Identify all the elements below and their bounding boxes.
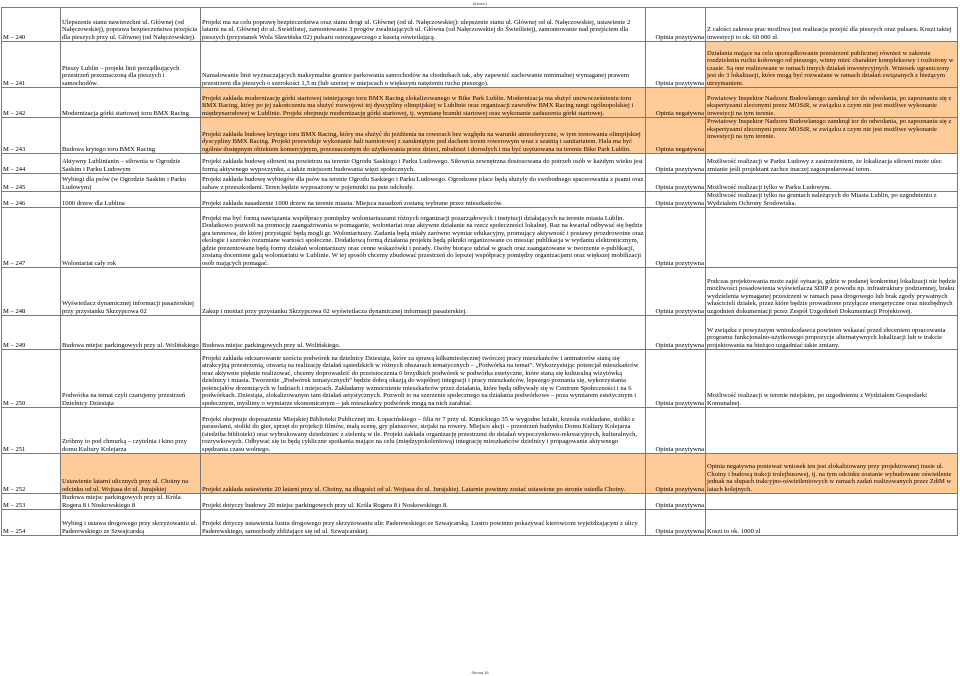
project-name: Budowa miejsc parkingowych przy ul. Wolińskiego <box>61 316 201 350</box>
table-row <box>2 154 958 174</box>
opinion-cell: Opinia pozytywna <box>646 350 706 408</box>
row-id: M – 253 <box>2 494 61 510</box>
table-row <box>2 350 958 408</box>
project-description: Projekt obejmuje doposażenie Miejskiej Biblioteki Publicznej im. Łopacińskiego – filia nr 7 przy ul. Kunickiego 35 w wygodne leżaki, krzesła rozkładane, stoliki z parasolami, stoliki do gier, sprzęt do projekcji filmów, małą scenę, gry planszowe, stojaki na rowery. Miejsce akcji – przestrzeń budynku Domu Kultury Kolejarza (siedziba biblioteki) oraz wybrukowany dziedziniec z zielenią w tle. Projekt zakłada organizację przestrzeni do działań wypoczynkowo-rekreacyjnych, kulturalnych, rozrywkowych. Odbywać się tu będą cykliczne spotkania mające na celu (międzypokoleniową) integrację mieszkańców dzielnicy i propagowanie aktywnego spędzania czasu wolnego. <box>201 408 646 454</box>
project-name: Wolontariat cały rok <box>61 208 201 268</box>
table-row <box>2 454 958 494</box>
opinion-cell: Opinia pozytywna <box>646 192 706 208</box>
opinion-cell: Opinia negatywna <box>646 118 706 154</box>
remark-cell: Powiatowy Inspektor Nadzoru Budowlanego zamknął tor do odwołania, po zapoznaniu się z ekspertyzami zleconymi przez MOSiR, w związku z czym nie jest możliwe wykonanie inwestycji na tym terenie. <box>706 88 958 118</box>
remark-cell: Możliwość realizacji tylko w Parku Ludowym. <box>706 174 958 192</box>
sheet-label: Arkusz1 <box>472 1 488 6</box>
project-name: Zróbmy to pod chmurką – czytelnia i kino przy domu Kultury Kolejarza <box>61 408 201 454</box>
project-description: Projekt zakłada budowę siłowni na powietrzu na terenie Ogrodu Saskiego i Parku Ludowego. Siłownia zewnętrzna dostosowana do potrzeb osób w każdym wieku jest formą aktywnego wypoczynku, a także miejscem budowania więzi społecznych. <box>201 154 646 174</box>
opinion-cell: Opinia pozytywna <box>646 408 706 454</box>
opinion-cell: Opinia pozytywna <box>646 316 706 350</box>
remark-cell: Możliwość realizacji w Parku Ludowy z zastrzeżeniem, że lokalizacja siłowni może ulec zmianie jeśli projektant zachce inaczej zagospodarować teren. <box>706 154 958 174</box>
project-name: Aktywny Lublinianin – siłownia w Ogrodzie Saskim i Parku Ludowym <box>61 154 201 174</box>
project-name: Ustawienie latarni ulicznych przy ul. Choiny na odcinku od ul. Wojtasa do ul. Jurajskiej <box>61 454 201 494</box>
project-description: Budowa miejsc parkingowych przy ul. Wolińskiego. <box>201 316 646 350</box>
remark-cell: Opinia negatywna ponieważ wniosek ten jest zlokalizowany przy projektowanej trasie ul. Choiny i budową trakcji trolejbusowej, tj. na tym odcinku zostanie wybudowane oświetlenie jednak na słupach trakcyjno-oświetleniowych w ramach zadań realizowanych przez ZdiM w latach kolejnych. <box>706 454 958 494</box>
project-description: Namalowanie linii wyznaczających maksymalne granice parkowania samochodów na chodnikach tak, aby zapewnić zachowanie minimalnej wymaganej prawem przestrzeni dla pieszych o szerokości 1,5 m (lub szerzej w miejscach o większym natężeniu ruchu pieszego). <box>201 42 646 88</box>
project-name: Budowa krytego toru BMX Racing <box>61 118 201 154</box>
remark-cell: Koszt to ok. 1000 zł <box>706 510 958 536</box>
project-description: Projekt zakłada odczarowanie sześciu podwórek na dzielnicy Dziesiąta, które za sprawą kilkumiesięcznej twórczej pracy mieszkańców i animatorów staną się atrakcyjną przestrzenią, otwartą na realizację działań sąsiedzkich w różnych obszarach tematycznych – „Podwórka na temat”. Wykorzystując potencjał mieszkańców oraz aktywnie pięknie realizować, chcemy doprowadzić do przeistoczenia 6 brzydkich podwórek w podwórka estetyczne, które staną się kulturalną wizytówką dzielnicy i miasta. Tworzenie „Podwórek tematycznych” będzie dobrą okazją do wspólnej integracji i pracy mieszkańców, lepszego poznania się, wykorzystania potencjałów drzemiących w ludziach i miejscach. Zakładamy wzmocnienie mieszkańców przez działania, które będą odbywały się w Centrum Społeczności i na 6 podwórkach. Dziesiąta, zlokalizowanym tam działań artystycznych. Pozwoli to na szerzenie społecznego na działania podwórkowe – poza wymiarem estetycznym i społecznym, myślimy o wymiarze ekonomicznym – jak mieszkańcy podwórek mogą na nich zarabiać. <box>201 350 646 408</box>
project-description: Projekt zakłada budowę wybiegów dla psów na terenie Ogrodu Saskiego i Parku Ludowego. Ogrodzone place będą służyły do swobodnego spacerowania z psami oraz zabaw z przeszkodami. Teren będzie wyposażony w pojemniki na psie odchody. <box>201 174 646 192</box>
table-row <box>2 118 958 154</box>
project-description: Projekt dotyczy budowy 20 miejsc parkingowych przy ul. Króla Rogera 8 i Noskowskiego 8. <box>201 494 646 510</box>
opinion-cell: Opinia pozytywna <box>646 510 706 536</box>
opinion-cell: Opinia pozytywna <box>646 8 706 42</box>
remark-cell: Możliwość realizacji w terenie miejskim, po uzgodnieniu z Wydziałem Gospodarki Komunalnej. <box>706 350 958 408</box>
table-row <box>2 42 958 88</box>
opinion-cell: Opinia pozytywna <box>646 174 706 192</box>
remark-cell: Możliwość realizacji tylko na gruntach należących do Miasta Lublin, po uzgodnieniu z Wydziałem Ochrony Środowiska. <box>706 192 958 208</box>
opinion-cell: Opinia pozytywna <box>646 454 706 494</box>
project-name: Modernizacja górki startowej toru BMX Racing <box>61 88 201 118</box>
opinion-cell: Opinia pozytywna <box>646 154 706 174</box>
row-id: M – 242 <box>2 88 61 118</box>
row-id: M – 252 <box>2 454 61 494</box>
table-row <box>2 8 958 42</box>
table-row <box>2 408 958 454</box>
row-id: M – 244 <box>2 154 61 174</box>
opinion-cell: Opinia pozytywna <box>646 42 706 88</box>
row-id: M – 240 <box>2 8 61 42</box>
remark-cell <box>706 408 958 454</box>
table-row <box>2 192 958 208</box>
table-row <box>2 208 958 268</box>
project-name: Pieszy Lublin – projekt linii porządkujących przestrzeń przeznaczoną dla pieszych i samochodów. <box>61 42 201 88</box>
proposals-table <box>1 7 958 536</box>
project-name: Wyświetlacz dynamicznej informacji pasażerskiej przy przystanku Skrzypcowa 02 <box>61 268 201 316</box>
row-id: M – 243 <box>2 118 61 154</box>
row-id: M – 250 <box>2 350 61 408</box>
project-name: Wybiegi dla psów (w Ogrodzie Saskim i Parku Ludowym) <box>61 174 201 192</box>
project-name: Ulepszenie stanu nawierzchni ul. Głównej (od Nałęczowskiej), poprawa bezpieczeństwa przejścia dla pieszych przy ul. Głównej (od Nałęczowskiej). <box>61 8 201 42</box>
row-id: M – 245 <box>2 174 61 192</box>
opinion-cell: Opinia pozytywna <box>646 208 706 268</box>
remark-cell: Powiatowy Inspektor Nadzoru Budowlanego zamknął tor do odwołania, po zapoznaniu się z ekspertyzami zleconymi przez MOSiR, w związku z czym nie jest możliwe wykonanie inwestycji na tym terenie. <box>706 118 958 154</box>
remark-cell: Podczas projektowania może zajść sytuacja, gdzie w podanej konkretnej lokalizacji nie będzie możliwości posadowienia wyświetlacza SDIP z powodu np. infrastruktury podziemnej, braku wydzielenia wymaganej przestrzeni w ramach pasa drogowego lub brak zgody prywatnych właścicieli działek, przez które będzie prowadzone przyłącze energetyczne oraz niezbędnych uzgodnień dokumentacji przez Zespół Uzgodnień Dokumentacji Projektowej. <box>706 268 958 316</box>
row-id: M – 246 <box>2 192 61 208</box>
row-id: M – 251 <box>2 408 61 454</box>
table-row <box>2 494 958 510</box>
row-id: M – 247 <box>2 208 61 268</box>
project-name: Wybieg i ustawa drogowego przy skrzyżowaniu ul. Paderewskiego ze Szwajcarską <box>61 510 201 536</box>
project-description: Projekt zakłada nasadzenie 1000 drzew na terenie miasta. Miejsca nasadzeń zostaną wybrane przez mieszkańców. <box>201 192 646 208</box>
project-description: Projekt zakłada modernizację górki startowej istniejącego toru BMX Racing zlokalizowanego w Bike Park Lublin. Modernizacja ma służyć unowocześnieniu toru BMX Racing, który po jej zakończeniu ma służyć rozwojowi tej dyscypliny olimpijskiej w Lublinie oraz organizacji zawodów BMX Racing rangi ogólnopolskiej i międzynarodowej w Lublinie. Projekt obejmuje modernizację górki startowej, tj. wymianę bramki startowej oraz wykonanie zadaszenia górki startowej. <box>201 88 646 118</box>
project-description: Projekt ma być formą nawiązania współpracy pomiędzy wolontariuszami różnych organizacji pozarządowych i instytucji działających na terenie miasta Lublin. Dodatkowo pozwoli na promocję zaangażowania w pomaganie, wolontariat oraz aktywne działanie na rzecz społeczności lokalnej. Raz na kwartał odbywać się będzie gra terenowa, do której przystąpić będą mogli gr. Wolontariuszy. Zadania będą miały zarówno wymiar edukacyjny, promujący aktywność i postawy prozdrowotne oraz ekologie i szeroko rozumiane wartości społeczne. Dodatkową formą działania projektu będą pikniki organizowane co miesiąc publikacja w wydaniu elektronicznym, gdzie prezentowane będą formy działań wolontariuszy oraz cenne wskazówki i porady. Osoby biorące udział w grach oraz zaangażowane w tworzenie e-publikacji, zostaną docenione galą wolontariatu w Lublinie. W tej sposób chcemy zbudować przestrzeń do lepszej współpracy pomiędzy organizacjami oraz większej mobilizacji osób mających pomagać. <box>201 208 646 268</box>
row-id: M – 248 <box>2 268 61 316</box>
remark-cell: Z całości zakresu prac możliwa jest realizacja przejść dla pieszych oraz pulsaru. Koszt takiej inwestycji to ok. 60 000 zł. <box>706 8 958 42</box>
project-description: Projekt zakłada budowę krytego toru BMX Racing, który ma służyć do jeżdżenia na rowerach bez względu na warunki atmosferyczne, w tym trenowania olimpijskiej dyscypliny BMX Racing. Projekt przewiduje wykonanie hali namiotowej z zamkniętym pod dachem torem rowerowym wraz z szatnią i sanitariatem. Hala ma być ogólnie dostępnym obiektem komercyjnym, przeznaczonym do użytkowania przez dzieci, młodzież i dorosłych i ma być usytuowana na terenie Bike Park Lublin. <box>201 118 646 154</box>
project-name: Podwórka na temat czyli czarujemy przestrzeń Dzielnicy Dziesiąta <box>61 350 201 408</box>
row-id: M – 254 <box>2 510 61 536</box>
project-description: Zakup i montaż przy przystanku Skrzypcowa 02 wyświetlacza dynamicznej informacji pasażerskiej. <box>201 268 646 316</box>
remark-cell: Działania mające na celu uporządkowanie przestrzeni publicznej również w zakresie rozdzielenia ruchu kołowego od pieszego, winny mieć charakter kompleksowy i rozłożony w czasie. Są one realizowane w ramach innych działań inwestycyjnych. Wniosek ograniczony jest do 3 lokalizacji, które mogą być rozważane w ramach działań związanych z bieżącym utrzymaniem. <box>706 42 958 88</box>
opinion-cell: Opinia negatywna <box>646 88 706 118</box>
opinion-cell: Opinia pozytywna <box>646 494 706 510</box>
table-row <box>2 268 958 316</box>
table-row <box>2 510 958 536</box>
row-id: M – 249 <box>2 316 61 350</box>
remark-cell <box>706 208 958 268</box>
project-name: 1000 drzew dla Lublina <box>61 192 201 208</box>
remark-cell: W związku z powyższym wnioskodawca powinien wskazać przed złeceniem opracowania programu funkcjonalno-użytkowego propozycje alternatywnych lokalizacji lub w trakcie projektowania na bieżąco uzgadniać takie zmiany. <box>706 316 958 350</box>
table-row <box>2 316 958 350</box>
page-footer: Strona 16 <box>471 670 489 675</box>
table-row <box>2 174 958 192</box>
table-row <box>2 88 958 118</box>
project-name: Budowa miejsc parkingowych przy ul. Króla Rogera 8 i Noskowskiego 8 <box>61 494 201 510</box>
opinion-cell: Opinia pozytywna <box>646 268 706 316</box>
project-description: Projekt zakłada ustawienie 20 latarni przy ul. Choiny, na długości od ul. Wojtasa do ul. Jurajskiej. Latarnie powinny zostać ustawione po stronie osiedla Choiny. <box>201 454 646 494</box>
row-id: M – 241 <box>2 42 61 88</box>
project-description: Projekt ma na celu poprawę bezpieczeństwa oraz stanu drogi ul. Głównej (od ul. Nałęczowskiej): ulepszenie stanu ul. Głównej od ul. Nałęczowskiej, ustawienie 2 latarni na ul. Głównej do ul. Świetlistej, zamontowanie 3 progów zwalniających ul. Główna (od Nałęczowskiej do Świetlistej), zamontowanie nad przejściem dla pieszych (przystanek Wola Sławińska 02) pulsaru ostrzegawczego z kasetą oświetlającą. <box>201 8 646 42</box>
project-description: Projekt dotyczy ustawienia lustra drogowego przy skrzyżowaniu ulic Paderewskiego ze Szwajcarską. Lustro powinno pokazywać kierowcom wyjeżdżającym z ulicy Paderewskiego, samochody zbliżające się od ul. Szwajcarskiej. <box>201 510 646 536</box>
remark-cell <box>706 494 958 510</box>
